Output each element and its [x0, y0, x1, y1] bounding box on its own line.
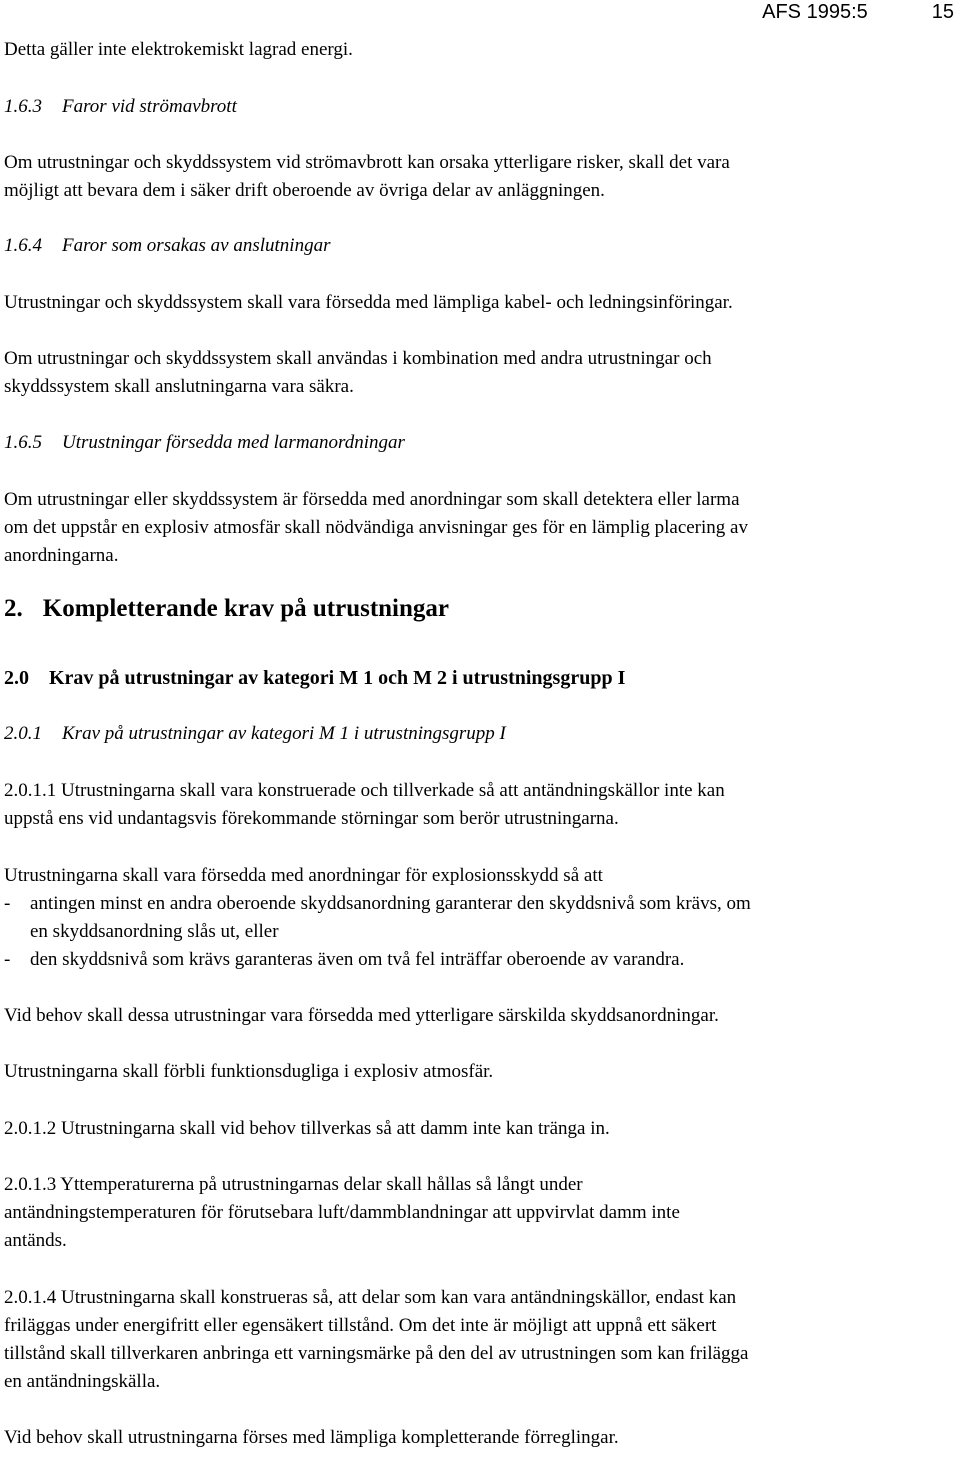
- line-text: 2.0.1.4 Utrustningarna skall konstrueras så, att delar som kan vara antändningskällor, endast kan: [4, 1287, 737, 1308]
- line-text: antändningstemperaturen för förutsebara luft/dammblandningar att uppvirvlat damm inte: [4, 1202, 680, 1223]
- line-text: möjligt att bevara dem i säker drift oberoende av övriga delar av anläggningen.: [4, 180, 605, 201]
- text-line: [4, 1058, 493, 1086]
- text-line: [4, 1368, 160, 1396]
- text-line: [4, 177, 605, 205]
- line-text: Krav på utrustningar av kategori M 1 och M 2 i utrustningsgrupp I: [49, 667, 626, 689]
- section-number: 2.0: [4, 667, 29, 689]
- line-text: uppstå ens vid undantagsvis förekommande störningar som berör utrustningarna.: [4, 808, 619, 829]
- line-text: den skyddsnivå som krävs garanteras även om två fel inträffar oberoende av varandra.: [30, 949, 685, 970]
- text-line: [4, 1424, 619, 1452]
- line-text: en skyddsanordning slås ut, eller: [30, 921, 279, 942]
- line-text: Utrustningar och skyddssystem skall vara försedda med lämpliga kabel- och ledningsinföringar.: [4, 292, 733, 313]
- text-line: [4, 777, 725, 805]
- text-line: [4, 36, 353, 64]
- text-line: [4, 486, 740, 514]
- text-line: [4, 1284, 736, 1312]
- text-line: [4, 1171, 583, 1199]
- section-number: 1.6.4: [4, 235, 42, 256]
- line-text: 2.0.1.1 Utrustningarna skall vara konstruerade och tillverkade så att antändningskällor inte kan: [4, 780, 725, 801]
- line-text: Vid behov skall utrustningarna förses med lämpliga kompletterande förreglingar.: [4, 1427, 619, 1448]
- section-heading: [4, 664, 625, 692]
- line-text: 2.0.1.2 Utrustningarna skall vid behov tillverkas så att damm inte kan tränga in.: [4, 1118, 610, 1139]
- text-line: [4, 1002, 719, 1030]
- text-line: [4, 289, 733, 317]
- line-text: Utrustningar försedda med larmanordningar: [62, 432, 405, 453]
- line-text: Utrustningarna skall förbli funktionsdugliga i explosiv atmosfär.: [4, 1061, 494, 1082]
- line-text: Om utrustningar och skyddssystem skall användas i kombination med andra utrustningar och: [4, 348, 712, 369]
- text-line: [4, 542, 118, 570]
- section-heading: [4, 429, 405, 457]
- section-heading: [4, 93, 237, 121]
- section-number: 2.: [4, 595, 23, 622]
- list-item: [4, 890, 751, 918]
- section-number: 2.0.1: [4, 723, 42, 744]
- line-text: friläggas under energifritt eller egensäkert tillstånd. Om det inte är möjligt att uppnå ett säkert: [4, 1315, 717, 1336]
- line-text: skyddssystem skall anslutningarna vara säkra.: [4, 376, 354, 397]
- text-line: [4, 514, 748, 542]
- section-heading: [4, 595, 449, 623]
- list-item: [4, 946, 684, 974]
- line-text: Faror vid strömavbrott: [62, 96, 237, 117]
- line-text: Om utrustningar eller skyddssystem är försedda med anordningar som skall detektera eller larma: [4, 489, 740, 510]
- text-line: [4, 1199, 680, 1227]
- line-text: Vid behov skall dessa utrustningar vara försedda med ytterligare särskilda skyddsanordningar.: [4, 1005, 719, 1026]
- section-heading: [4, 232, 330, 260]
- list-dash: -: [4, 893, 11, 914]
- page-header: [762, 0, 954, 24]
- line-text: antingen minst en andra oberoende skyddsanordning garanterar den skyddsnivå som krävs, om: [30, 893, 751, 914]
- text-line: [4, 345, 712, 373]
- text-line: [4, 805, 619, 833]
- line-text: antänds.: [4, 1230, 67, 1251]
- section-number: 1.6.5: [4, 432, 42, 453]
- list-dash: -: [4, 949, 11, 970]
- line-text: tillstånd skall tillverkaren anbringa ett varningsmärke på den del av utrustningen som kan frilägga: [4, 1343, 749, 1364]
- line-text: Detta gäller inte elektrokemiskt lagrad energi.: [4, 39, 353, 60]
- line-text: Kompletterande krav på utrustningar: [42, 595, 449, 622]
- text-line: [4, 1340, 748, 1368]
- text-line: [4, 1227, 67, 1255]
- line-text: anordningarna.: [4, 545, 119, 566]
- section-number: 1.6.3: [4, 96, 42, 117]
- document-id: AFS 1995:5: [762, 1, 868, 23]
- text-line: [4, 149, 730, 177]
- line-text: 2.0.1.3 Yttemperaturerna på utrustningarnas delar skall hållas så långt under: [4, 1174, 583, 1195]
- text-line: [4, 1115, 610, 1143]
- text-line: [4, 1312, 716, 1340]
- text-line: [4, 862, 603, 890]
- section-heading: [4, 720, 506, 748]
- line-text: en antändningskälla.: [4, 1371, 161, 1392]
- line-text: Om utrustningar och skyddssystem vid strömavbrott kan orsaka ytterligare risker, skall det vara: [4, 152, 730, 173]
- line-text: Faror som orsakas av anslutningar: [62, 235, 331, 256]
- text-line: [30, 918, 279, 946]
- page-number: 15: [931, 1, 954, 23]
- line-text: Krav på utrustningar av kategori M 1 i utrustningsgrupp I: [62, 723, 506, 744]
- line-text: Utrustningarna skall vara försedda med anordningar för explosionsskydd så att: [4, 865, 603, 886]
- line-text: om det uppstår en explosiv atmosfär skall nödvändiga anvisningar ges för en lämplig placering av: [4, 517, 748, 538]
- text-line: [4, 373, 354, 401]
